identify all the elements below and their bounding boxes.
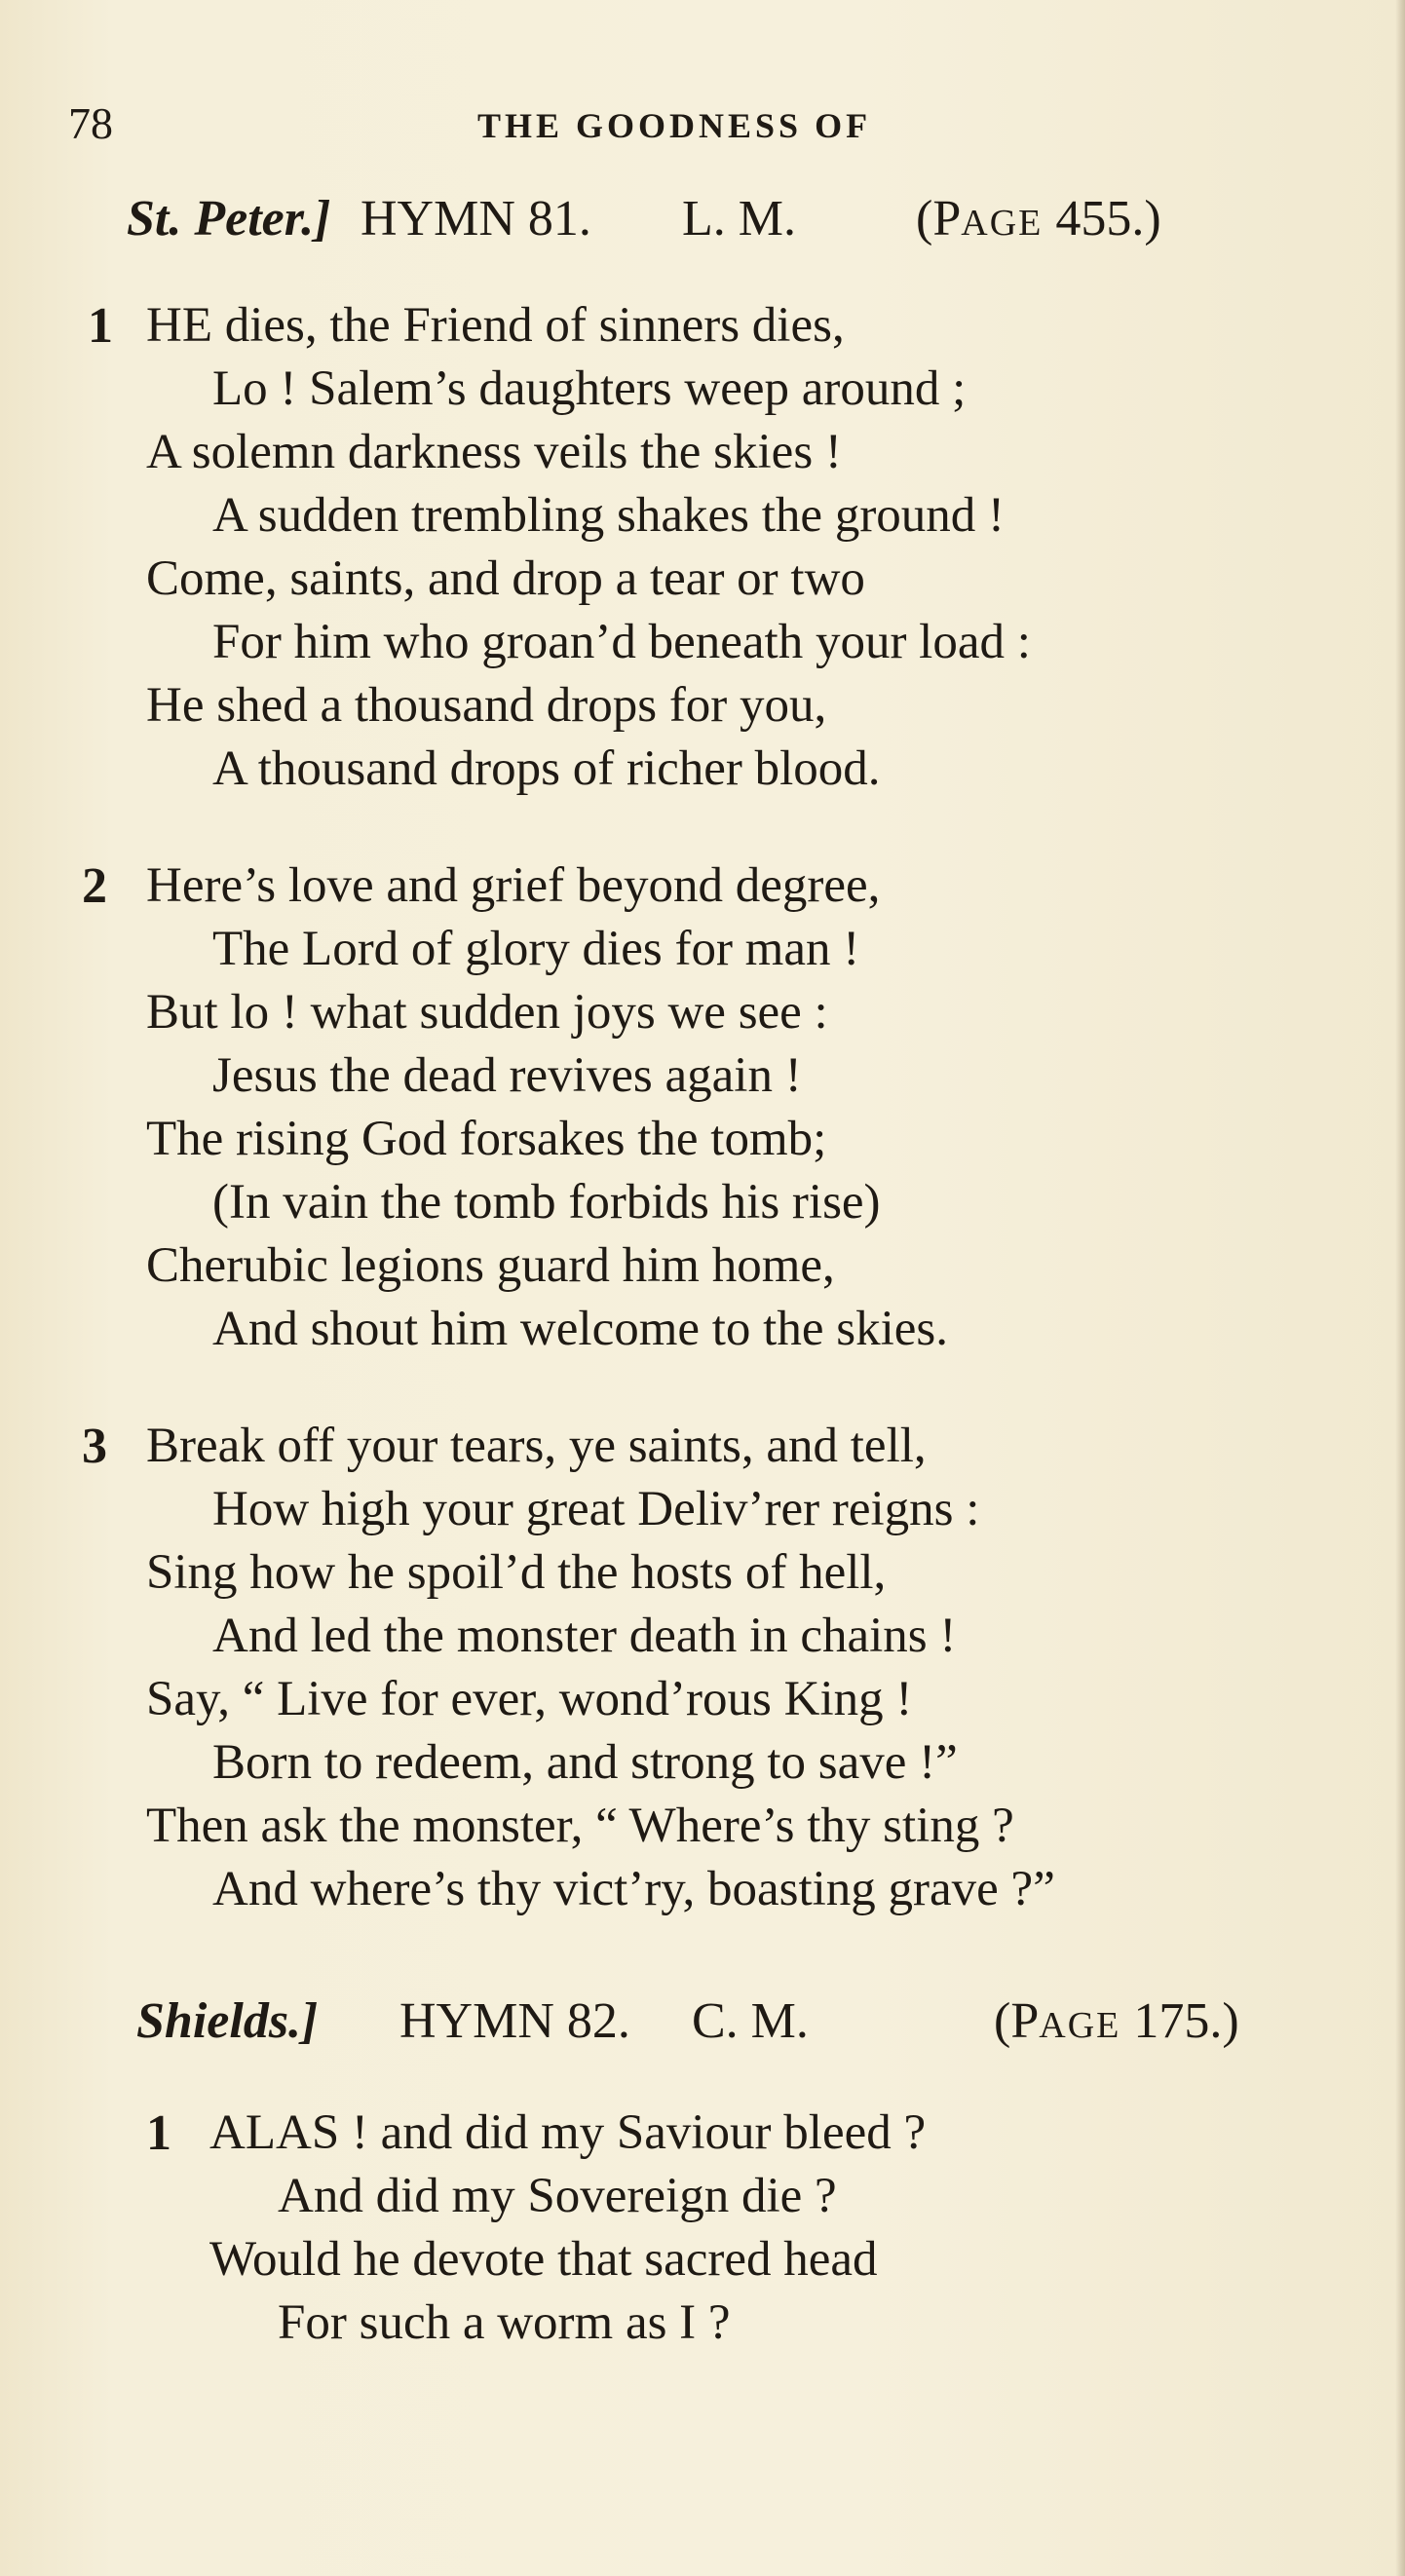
tune-name: Shields.] xyxy=(136,1993,319,2049)
verse-line: Cherubic legions guard him home, xyxy=(146,1238,835,1293)
running-head: THE GOODNESS OF xyxy=(477,106,872,145)
page-number: 78 xyxy=(68,98,113,148)
verse-line: And did my Sovereign die ? xyxy=(278,2169,837,2223)
verse-line: Come, saints, and drop a tear or two xyxy=(146,551,865,606)
verse-number: 1 xyxy=(88,298,113,354)
verse-line: Born to redeem, and strong to save !” xyxy=(212,1735,958,1790)
page-reference xyxy=(916,190,1161,247)
verse-line: And shout him welcome to the skies. xyxy=(212,1302,948,1356)
verse-line: Sing how he spoil’d the hosts of hell, xyxy=(146,1545,887,1600)
verse-line: And where’s thy vict’ry, boasting grave ?” xyxy=(212,1862,1055,1916)
verse-number: 1 xyxy=(146,2105,171,2161)
verse-line: A solemn darkness veils the skies ! xyxy=(146,425,842,479)
verse-line: Would he devote that sacred head xyxy=(209,2232,878,2287)
verse-line: The Lord of glory dies for man ! xyxy=(212,922,860,976)
verse-number: 2 xyxy=(82,858,107,914)
verse-line: The rising God forsakes the tomb; xyxy=(146,1112,827,1166)
verse-line: A sudden trembling shakes the ground ! xyxy=(212,488,1006,543)
tune-name: St. Peter.] xyxy=(127,191,331,246)
verse-line: HE dies, the Friend of sinners dies, xyxy=(146,298,845,353)
ref-smallcaps: AGE xyxy=(961,203,1044,244)
verse-line: For him who groan’d beneath your load : xyxy=(212,615,1031,669)
hymn-82-heading xyxy=(136,1992,1384,2061)
verse-line: A thousand drops of richer blood. xyxy=(212,741,881,796)
verse-line: Lo ! Salem’s daughters weep around ; xyxy=(212,361,967,416)
ref-open: (P xyxy=(916,191,962,246)
verse-line: (In vain the tomb forbids his rise) xyxy=(212,1175,881,1230)
verse-line: Then ask the monster, “ Where’s thy sting ? xyxy=(146,1799,1014,1853)
page-edge-shadow xyxy=(1395,0,1405,2576)
hymn-meter: L. M. xyxy=(682,191,796,246)
ref-close: 455.) xyxy=(1043,191,1161,246)
ref-open: (P xyxy=(994,1993,1040,2049)
page-header xyxy=(68,97,1374,156)
verse-line: Jesus the dead revives again ! xyxy=(212,1048,802,1103)
verse-line: And led the monster death in chains ! xyxy=(212,1609,957,1663)
ref-close: 175.) xyxy=(1120,1993,1239,2049)
hymn-number: HYMN 81. xyxy=(361,191,591,246)
verse-line: How high your great Deliv’rer reigns : xyxy=(212,1482,980,1536)
verse-line: Here’s love and grief beyond degree, xyxy=(146,858,881,913)
hymn-number: HYMN 82. xyxy=(399,1993,630,2049)
hymn-81-heading xyxy=(127,190,1374,258)
verse-line: Say, “ Live for ever, wond’rous King ! xyxy=(146,1672,913,1726)
page-reference xyxy=(994,1992,1239,2050)
verse-line: For such a worm as I ? xyxy=(278,2295,731,2350)
ref-smallcaps: AGE xyxy=(1039,2005,1121,2046)
verse-line: Break off your tears, ye saints, and tell, xyxy=(146,1419,927,1473)
verse-line: He shed a thousand drops for you, xyxy=(146,678,827,733)
verse-number: 3 xyxy=(82,1419,107,1474)
verse-line: But lo ! what sudden joys we see : xyxy=(146,985,828,1040)
hymn-meter: C. M. xyxy=(692,1993,809,2049)
verse-line: ALAS ! and did my Saviour bleed ? xyxy=(209,2105,927,2160)
